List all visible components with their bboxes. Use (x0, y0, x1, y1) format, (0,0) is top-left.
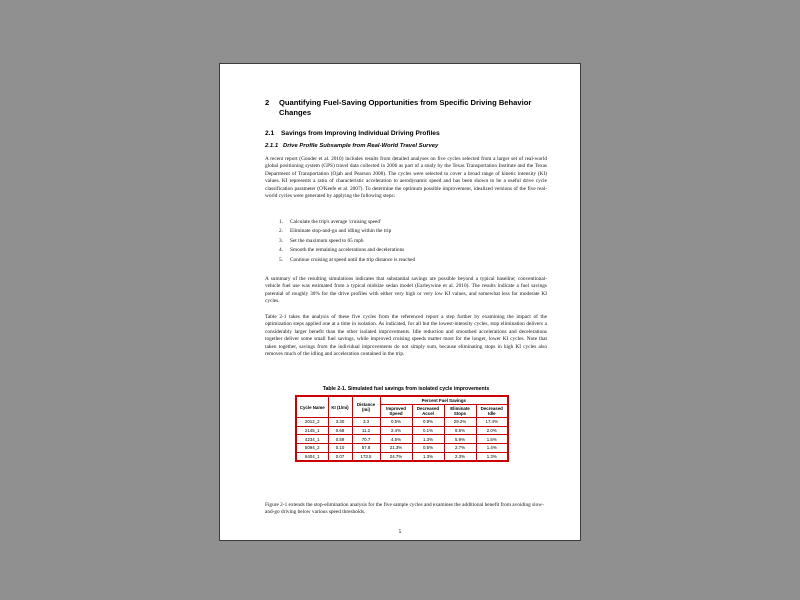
list-item-text: Continue cruising at speed until the trip distance is reached (290, 256, 416, 263)
table-cell: 29.2% (444, 418, 476, 427)
list-item-number: 3. (279, 237, 283, 244)
table-cell: 2145_1 (296, 426, 328, 435)
section-title: Quantifying Fuel-Saving Opportunities from Specific Driving Behavior Changes (279, 98, 532, 117)
table-row (296, 435, 508, 444)
table-cell: 2.3% (444, 452, 476, 461)
paragraph-table-discussion: Table 2-1 takes the analysis of these five cycles from the referenced report a step further by examining the impact of the optimization steps applied one at a time in isolation. As indicated, for all but the lowest-intensity cycles, stop elimination delivers a considerably larger benefit than the other isolated improvements. Idle reduction and smoothed accelerations and decelerations together deliver some small fuel savings, while improved cruising speeds matter most for the longer, lower KI cycles. Note that taken together, savings from the individual improvements do not simply sum, because eliminating stops in high KI cycles also removes much of the idling and acceleration contained in the trip. (265, 314, 547, 358)
list-item (279, 219, 537, 226)
table-cell: 24.7% (380, 452, 412, 461)
header-percent-fuel-savings: Percent Fuel Savings (380, 396, 508, 405)
table-cell: 1.4% (476, 443, 508, 452)
header-distance: Distance (mi) (352, 396, 380, 418)
page-number: 5 (398, 529, 402, 535)
table-cell: 2.7% (444, 443, 476, 452)
table-cell: 173.5 (352, 452, 380, 461)
table-cell: 70.7 (352, 435, 380, 444)
list-item-number: 4. (279, 247, 283, 254)
header-eliminate-stops: Eliminate Stops (444, 405, 476, 418)
header-cycle-name: Cycle Name (296, 396, 328, 418)
table-cell: 0.59 (328, 435, 352, 444)
table-cell: 0.9% (412, 418, 444, 427)
table-cell: 4.5% (380, 435, 412, 444)
procedure-list (279, 219, 537, 266)
list-item-text: Calculate the trip's average 'cruising speed' (290, 219, 381, 225)
table-cell: 21.3% (380, 443, 412, 452)
subsection-title: Savings from Improving Individual Driving Profiles (281, 130, 440, 137)
table-cell: 1.3% (412, 452, 444, 461)
document-page (219, 63, 581, 541)
table-cell: 57.8 (352, 443, 380, 452)
table-cell: 3.3 (352, 418, 380, 427)
table-cell: 5094_2 (296, 443, 328, 452)
table-row (296, 418, 508, 427)
table-cell: 0.5% (412, 443, 444, 452)
list-item-number: 2. (279, 228, 283, 235)
subsection-heading (265, 130, 549, 138)
table-cell: 3.30 (328, 418, 352, 427)
table-cell: 0.68 (328, 426, 352, 435)
table-header-row (296, 396, 508, 405)
subsubsection-number: 2.1.1 (265, 143, 279, 149)
list-item-text: Eliminate stop-and-go and idling within the trip (290, 228, 392, 235)
header-decreased-accel: Decreased Accel (412, 405, 444, 418)
table-caption: Table 2-1. Simulated fuel savings from isolated cycle improvements (322, 386, 490, 392)
table-cell: 6404_1 (296, 452, 328, 461)
header-decreased-idle: Decreased Idle (476, 405, 508, 418)
paragraph-summary: A summary of the resulting simulations indicates that substantial savings are possible beyond a typical baseline; conventional-vehicle fuel use was estimated from a typical midsize sedan model (Earleywine et al. 2010). The results indicate a fuel savings potential of roughly 30% for the drive profiles with either very high or very low KI values, and somewhat less for moderate KI cycles. (265, 276, 547, 305)
table-cell: 2.0% (476, 426, 508, 435)
table-cell: 1.3% (412, 435, 444, 444)
table-cell: 5.9% (444, 435, 476, 444)
paragraph-figure-reference: Figure 2-1 extends the stop-elimination analysis for the five sample cycles and examines the additional benefit from avoiding slow-and-go driving below various speed thresholds. (265, 502, 544, 516)
table-cell: 0.10 (328, 443, 352, 452)
table-row (296, 452, 508, 461)
table-row (296, 443, 508, 452)
subsection-number: 2.1 (265, 130, 275, 137)
table-cell: 1.5% (476, 435, 508, 444)
table-cell: 0.5% (380, 418, 412, 427)
table-cell: 0.1% (412, 426, 444, 435)
table-cell: 4234_1 (296, 435, 328, 444)
subsubsection-heading (265, 143, 549, 150)
table-cell: 8.5% (444, 426, 476, 435)
table-row (296, 426, 508, 435)
list-item-text: Smooth the remaining accelerations and decelerations (290, 247, 405, 254)
table-cell: 2012_2 (296, 418, 328, 427)
section-heading (265, 98, 549, 118)
list-item (279, 257, 537, 264)
paragraph-intro: A recent report (Gonder et al. 2010) includes results from detailed analyses on five cycles selected from a larger set of real-world global positioning system (GPS) travel data collected in 2006 as part of a study by the Texas Transportation Institute and the Texas Department of Transportation (Ojah and Pearson 2008). The cycles were selected to cover a broad range of kinetic intensity (KI) values. KI represents a ratio of characteristic acceleration to aerodynamic speed and has been shown to be a useful drive cycle classification parameter (O'Keefe et al. 2007). To determine the optimum possible improvement, idealized versions of the five real-world cycles were generated by applying the following steps: (265, 156, 547, 200)
header-improved-speed: Improved Speed (380, 405, 412, 418)
table-cell: 17.4% (476, 418, 508, 427)
table-cell: 11.2 (352, 426, 380, 435)
fuel-savings-table (295, 395, 509, 462)
table-cell: 1.3% (476, 452, 508, 461)
subsubsection-title: Drive Profile Subsample from Real-World Travel Survey (283, 143, 439, 149)
header-ki: KI (1/mi) (328, 396, 352, 418)
list-item-text: Set the maximum speed to 65 mph (290, 237, 364, 244)
list-item-number: 5. (279, 256, 283, 263)
section-number: 2 (265, 98, 270, 107)
table-cell: 2.4% (380, 426, 412, 435)
table-cell: 0.07 (328, 452, 352, 461)
list-item-number: 1. (279, 219, 283, 225)
list-item (279, 238, 537, 245)
list-item (279, 228, 537, 235)
list-item (279, 247, 537, 254)
